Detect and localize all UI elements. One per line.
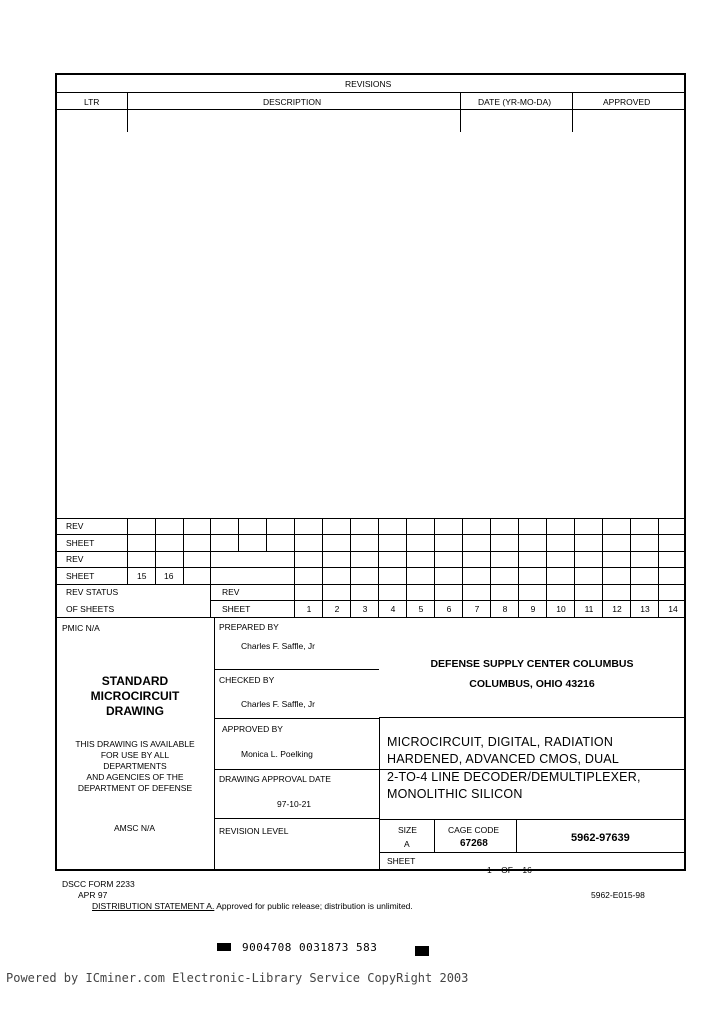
approval-date: 97-10-21 xyxy=(277,799,312,809)
distribution-text: Approved for public release; distribution is unlimited. xyxy=(214,901,413,911)
col-description: DESCRIPTION xyxy=(263,97,322,107)
col-ltr: LTR xyxy=(84,97,100,107)
std-line1: STANDARD xyxy=(101,674,169,688)
of-sheets-label: OF SHEETS xyxy=(66,604,115,614)
size-label: SIZE xyxy=(398,825,417,835)
approval-date-label: DRAWING APPROVAL DATE xyxy=(219,774,331,784)
barcode-block-left xyxy=(217,943,231,951)
rev-status-label: REV STATUS xyxy=(66,587,119,597)
sheet-num-9: 9 xyxy=(530,604,536,614)
sheet-label: SHEET xyxy=(222,604,251,614)
col-approved: APPROVED xyxy=(603,97,651,107)
cage-label: CAGE CODE xyxy=(448,825,500,835)
std-line3: DRAWING xyxy=(106,704,164,718)
sheet-16: 16 xyxy=(164,571,174,581)
cage-value: 67268 xyxy=(460,838,488,849)
std-line2: MICROCIRCUIT xyxy=(90,689,180,703)
sheet-num-12: 12 xyxy=(612,604,622,614)
doc-code: 5962-E015-98 xyxy=(591,890,645,900)
barcode-text: 9004708 0031873 583 xyxy=(242,941,378,954)
avail-line5: DEPARTMENT OF DEFENSE xyxy=(77,783,193,793)
sheet-num-8: 8 xyxy=(502,604,508,614)
sheet-num-13: 13 xyxy=(640,604,650,614)
approved-by-label: APPROVED BY xyxy=(222,724,283,734)
amsc-label: AMSC N/A xyxy=(114,823,156,833)
sheet-num-4: 4 xyxy=(390,604,396,614)
sheet-num-3: 3 xyxy=(362,604,368,614)
approved-by-name: Monica L. Poelking xyxy=(241,749,313,759)
form-number: DSCC FORM 2233 xyxy=(62,879,135,889)
title-line3: 2-TO-4 LINE DECODER/DEMULTIPLEXER, xyxy=(387,770,641,784)
sheet-num-10: 10 xyxy=(556,604,566,614)
sheet-num-6: 6 xyxy=(446,604,452,614)
row-rev-1: REV xyxy=(66,521,84,531)
checked-by-name: Charles F. Saffle, Jr xyxy=(241,699,316,709)
org-line2: COLUMBUS, OHIO 43216 xyxy=(469,678,595,690)
sheet-num-5: 5 xyxy=(418,604,424,614)
rev-label: REV xyxy=(222,587,240,597)
form-date: APR 97 xyxy=(78,890,108,900)
avail-line2: FOR USE BY ALL xyxy=(100,750,170,760)
row-sheet-1: SHEET xyxy=(66,538,95,548)
sheet-num-2: 2 xyxy=(334,604,340,614)
barcode-block-right xyxy=(415,946,429,956)
distribution-statement xyxy=(92,902,413,911)
avail-line4: AND AGENCIES OF THE xyxy=(86,772,184,782)
avail-line3: DEPARTMENTS xyxy=(103,761,167,771)
row-rev-2: REV xyxy=(66,554,84,564)
prepared-by-name: Charles F. Saffle, Jr xyxy=(241,641,316,651)
distribution-label: DISTRIBUTION STATEMENT A. xyxy=(92,901,215,911)
prepared-by-label: PREPARED BY xyxy=(219,622,279,632)
title-line2: HARDENED, ADVANCED CMOS, DUAL xyxy=(387,752,619,766)
org-line1: DEFENSE SUPPLY CENTER COLUMBUS xyxy=(430,658,634,670)
row-sheet-2: SHEET xyxy=(66,571,95,581)
revisions-heading: REVISIONS xyxy=(345,79,392,89)
revision-level-label: REVISION LEVEL xyxy=(219,826,289,836)
document-number: 5962-97639 xyxy=(571,832,630,844)
sheet-num-11: 11 xyxy=(584,604,594,614)
watermark: Powered by ICminer.com Electronic-Library Service CopyRight 2003 xyxy=(6,971,469,985)
col-date: DATE (YR-MO-DA) xyxy=(478,97,552,107)
sheet-num-7: 7 xyxy=(474,604,480,614)
title-line4: MONOLITHIC SILICON xyxy=(387,787,523,801)
checked-by-label: CHECKED BY xyxy=(219,675,275,685)
title-line1: MICROCIRCUIT, DIGITAL, RADIATION xyxy=(387,735,614,749)
avail-line1: THIS DRAWING IS AVAILABLE xyxy=(75,739,195,749)
pmic-label: PMIC N/A xyxy=(62,623,100,633)
sheet-num-1: 1 xyxy=(306,604,312,614)
sheet-15: 15 xyxy=(137,571,147,581)
sheet-num-14: 14 xyxy=(668,604,678,614)
sheet-of: 1 OF 16 xyxy=(487,865,532,875)
sheet-label-right: SHEET xyxy=(387,856,416,866)
size-value: A xyxy=(404,839,410,849)
